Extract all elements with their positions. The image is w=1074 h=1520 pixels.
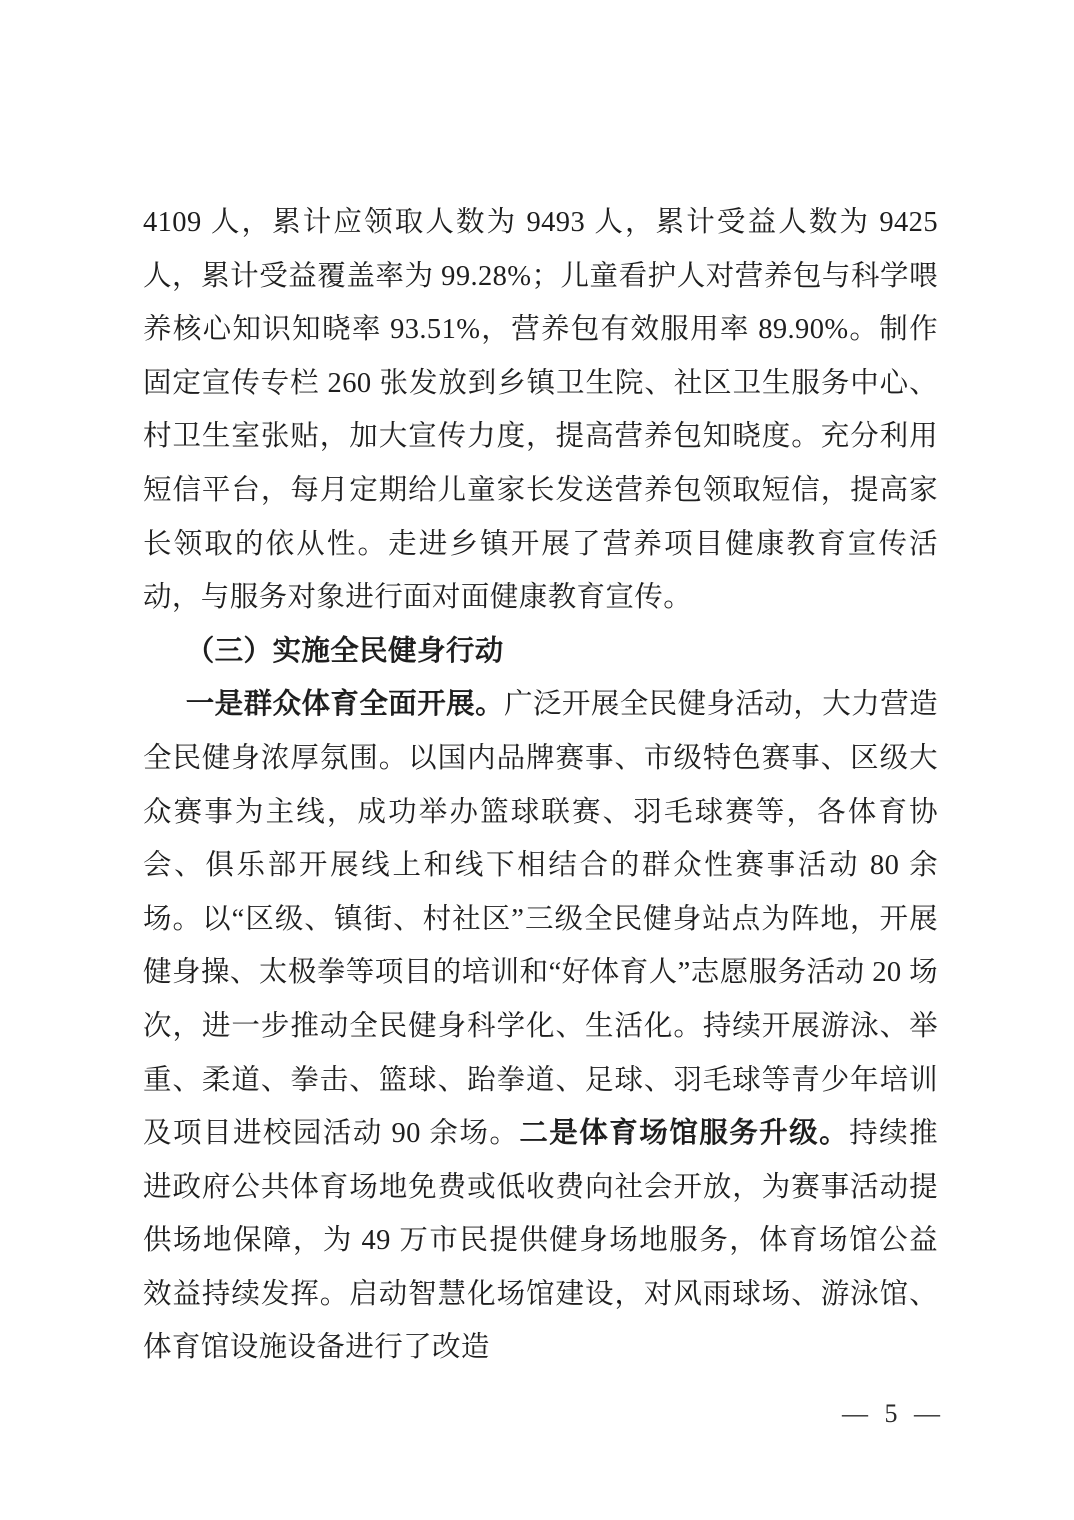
section-heading: （三）实施全民健身行动 [185, 635, 504, 667]
page-number: — 5 — [842, 1399, 941, 1428]
paragraph-nutrition-continuation: 4109 人，累计应领取人数为 9493 人，累计受益人数为 9425 人，累计受益覆盖率为 99.28%；儿童看护人对营养包与科学喂养核心知识知晓率 93.51%，营养包有效服用率 89.90%。制作固定宣传专栏 260 张发放到乡镇卫生院、社区卫生服务中心、村卫生室张贴，加大宣传力度，提高营养包知晓度。充分利用短信平台，每月定期给儿童家长发送营养包领取短信，提高家长领取的依从性。走进乡镇开展了营养项目健康教育宣传活动，与服务对象进行面对面健康教育宣传。 [143, 207, 938, 614]
text-mass-sports: 广泛开展全民健身活动，大力营造全民健身浓厚氛围。以国内品牌赛事、市级特色赛事、区级大众赛事为主线，成功举办篮球联赛、羽毛球赛等，各体育协会、俱乐部开展线上和线下相结合的群众性赛事活动 80 余场。以“区级、镇街、村社区”三级全民健身站点为阵地，开展健身操、太极拳等项目的培训和“好体育人”志愿服务活动 20 场次，进一步推动全民健身科学化、生活化。持续开展游泳、举重、柔道、拳击、篮球、跆拳道、足球、羽毛球等青少年培训及项目进校园活动 90 余场。 [143, 689, 938, 1150]
bold-lead-venue-upgrade: 二是体育场馆服务升级。 [519, 1118, 850, 1150]
text-venue-upgrade: 持续推进政府公共体育场地免费或低收费向社会开放，为赛事活动提供场地保障，为 49 万市民提供健身场地服务，体育场馆公益效益持续发挥。启动智慧化场馆建设，对风雨球场、游泳馆、体育馆设施设备进行了改造 [143, 1118, 939, 1364]
document-body [143, 196, 938, 1375]
bold-lead-mass-sports: 一是群众体育全面开展。 [185, 689, 505, 721]
paragraph-fitness-action [143, 678, 938, 1375]
